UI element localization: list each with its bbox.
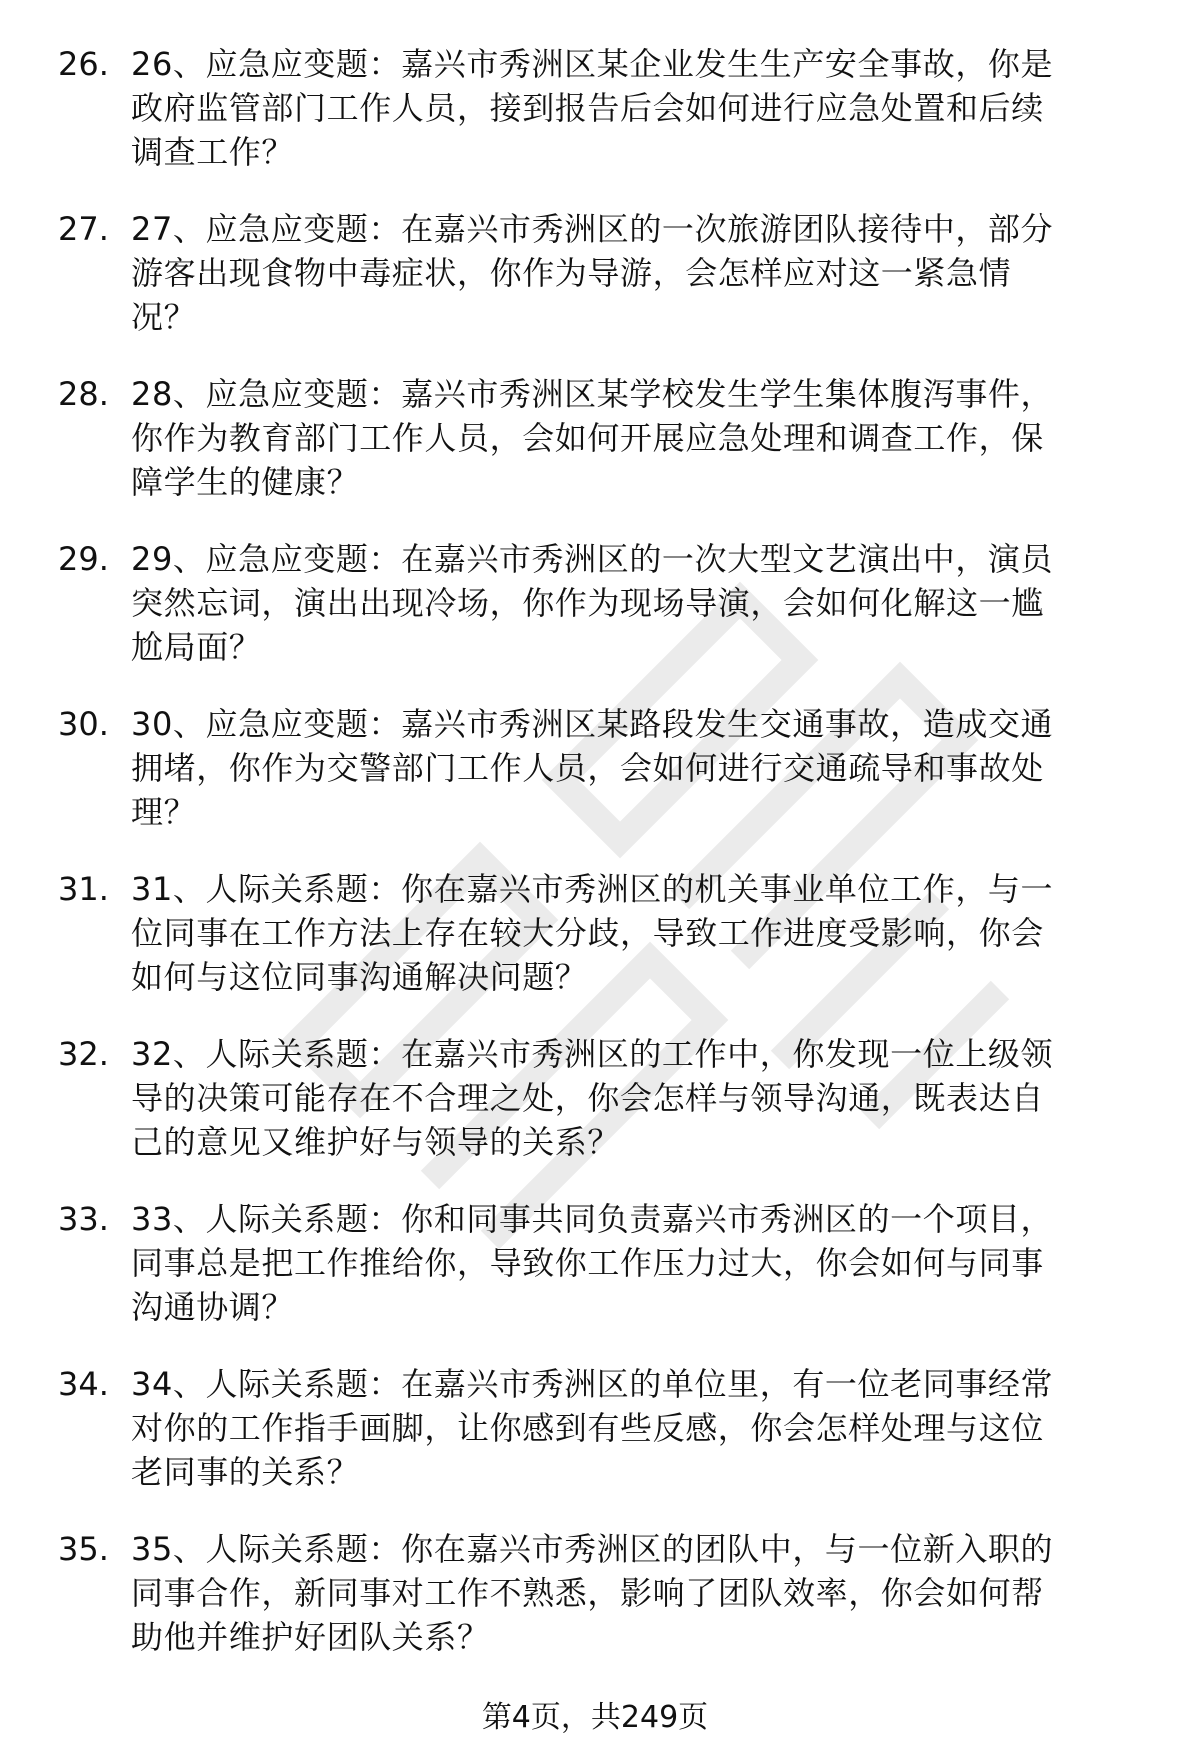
question-text-line: 位同事在工作方法上存在较大分歧，导致工作进度受影响，你会 xyxy=(131,914,1044,952)
question-item xyxy=(0,1032,1190,1197)
question-number: 26. xyxy=(58,45,109,83)
question-text-line: 助他并维护好团队关系？ xyxy=(131,1618,490,1656)
question-number: 35. xyxy=(58,1530,109,1568)
question-text-line: 调查工作？ xyxy=(131,133,295,171)
question-item xyxy=(0,1527,1190,1692)
question-number: 31. xyxy=(58,870,109,908)
question-text-line: 你作为教育部门工作人员，会如何开展应急处理和调查工作，保 xyxy=(131,419,1044,457)
question-number: 33. xyxy=(58,1200,109,1238)
question-text-line: 理？ xyxy=(131,793,197,831)
question-list xyxy=(0,42,1190,1692)
question-item xyxy=(0,42,1190,207)
page-number-label: 第4页，共249页 xyxy=(481,1700,709,1735)
question-text-line: 沟通协调？ xyxy=(131,1288,295,1326)
question-text-line: 尬局面？ xyxy=(131,628,262,666)
question-item xyxy=(0,1197,1190,1362)
question-text-line: 33、人际关系题：你和同事共同负责嘉兴市秀洲区的一个项目， xyxy=(131,1200,1054,1238)
question-text-line: 34、人际关系题：在嘉兴市秀洲区的单位里，有一位老同事经常 xyxy=(131,1365,1054,1403)
question-text-line: 31、人际关系题：你在嘉兴市秀洲区的机关事业单位工作，与一 xyxy=(131,870,1054,908)
question-text-line: 况？ xyxy=(131,298,197,336)
question-text-line: 如何与这位同事沟通解决问题？ xyxy=(131,958,588,996)
question-text-line: 35、人际关系题：你在嘉兴市秀洲区的团队中，与一位新入职的 xyxy=(131,1530,1054,1568)
question-text-line: 26、应急应变题：嘉兴市秀洲区某企业发生生产安全事故，你是 xyxy=(131,45,1054,83)
question-number: 27. xyxy=(58,210,109,248)
question-number: 28. xyxy=(58,375,109,413)
question-number: 30. xyxy=(58,705,109,743)
question-item xyxy=(0,207,1190,372)
question-text-line: 导的决策可能存在不合理之处，你会怎样与领导沟通，既表达自 xyxy=(131,1079,1044,1117)
question-item xyxy=(0,1362,1190,1527)
question-number: 32. xyxy=(58,1035,109,1073)
question-text-line: 拥堵，你作为交警部门工作人员，会如何进行交通疏导和事故处 xyxy=(131,749,1044,787)
question-text-line: 同事合作，新同事对工作不熟悉，影响了团队效率，你会如何帮 xyxy=(131,1574,1044,1612)
question-text-line: 30、应急应变题：嘉兴市秀洲区某路段发生交通事故，造成交通 xyxy=(131,705,1054,743)
question-number: 34. xyxy=(58,1365,109,1403)
question-text-line: 己的意见又维护好与领导的关系？ xyxy=(131,1123,621,1161)
question-text-line: 游客出现食物中毒症状，你作为导游，会怎样应对这一紧急情 xyxy=(131,254,1012,292)
question-number: 29. xyxy=(58,540,109,578)
question-text-line: 28、应急应变题：嘉兴市秀洲区某学校发生学生集体腹泻事件， xyxy=(131,375,1054,413)
question-text-line: 同事总是把工作推给你，导致你工作压力过大，你会如何与同事 xyxy=(131,1244,1044,1282)
question-text-line: 32、人际关系题：在嘉兴市秀洲区的工作中，你发现一位上级领 xyxy=(131,1035,1054,1073)
question-text-line: 政府监管部门工作人员，接到报告后会如何进行应急处置和后续 xyxy=(131,89,1044,127)
question-text-line: 障学生的健康？ xyxy=(131,463,360,501)
question-text-line: 27、应急应变题：在嘉兴市秀洲区的一次旅游团队接待中，部分 xyxy=(131,210,1054,248)
page-footer xyxy=(0,1698,1190,1738)
question-item xyxy=(0,702,1190,867)
question-text-line: 老同事的关系？ xyxy=(131,1453,360,1491)
question-item xyxy=(0,537,1190,702)
question-text-line: 对你的工作指手画脚，让你感到有些反感，你会怎样处理与这位 xyxy=(131,1409,1044,1447)
question-text-line: 29、应急应变题：在嘉兴市秀洲区的一次大型文艺演出中，演员 xyxy=(131,540,1054,578)
question-item xyxy=(0,372,1190,537)
question-item xyxy=(0,867,1190,1032)
question-text-line: 突然忘词，演出出现冷场，你作为现场导演，会如何化解这一尴 xyxy=(131,584,1044,622)
